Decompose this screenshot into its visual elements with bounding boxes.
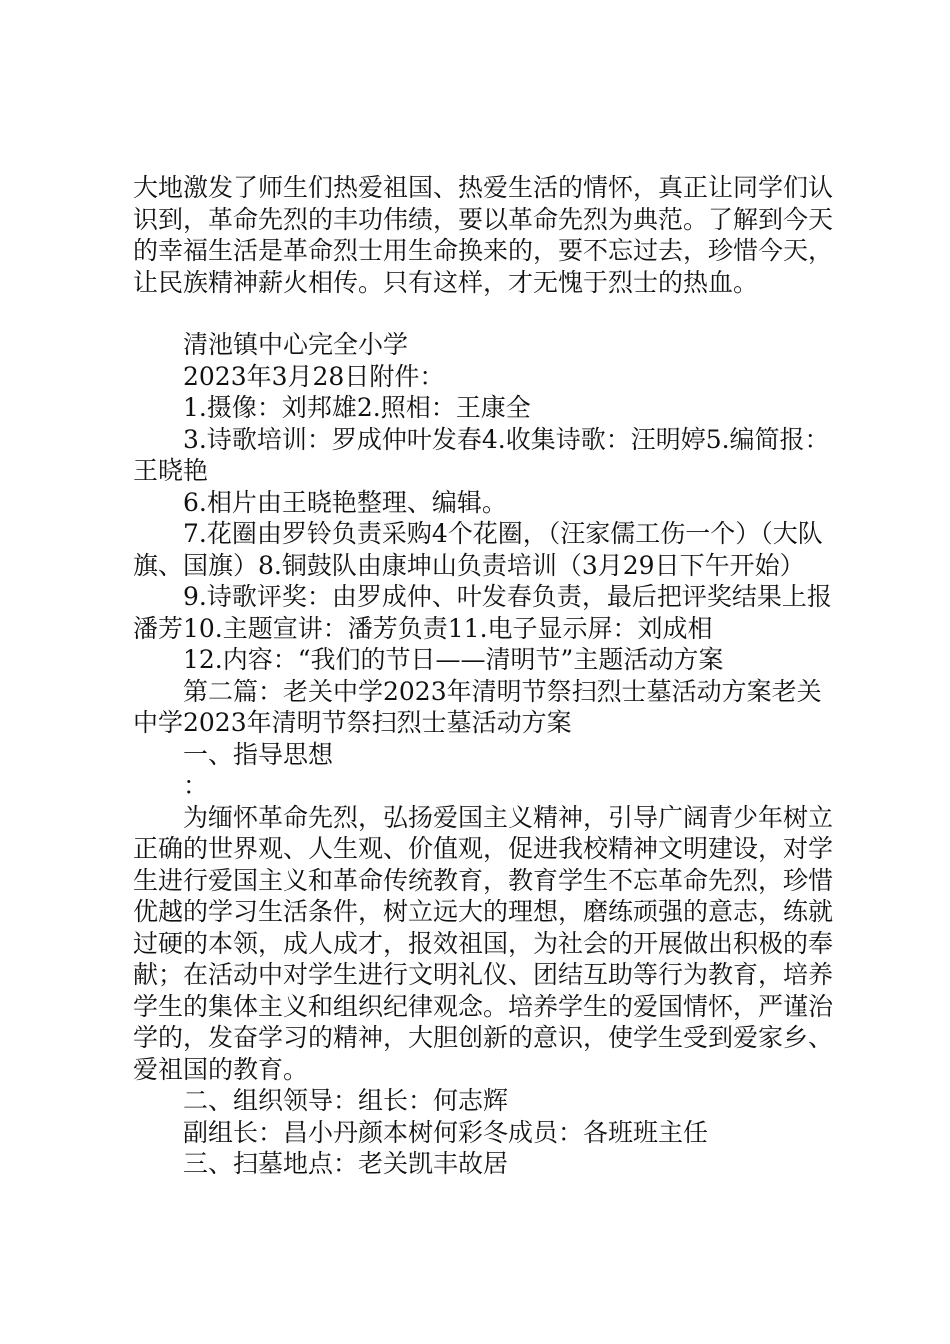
heading-organization-leader: 二、组织领导：组长：何志辉: [183, 1086, 509, 1115]
paragraph-item-7-8: 7.花圈由罗铃负责采购4个花圈，（汪家儒工伤一个）（大队旗、国旗）8.铜鼓队由康坤山负责培训（3月29日下午开始）: [133, 519, 823, 580]
paragraph-item-6: 6.相片由王晓艳整理、编辑。: [183, 487, 507, 517]
heading-tomb-location: 三、扫墓地点：老关凯丰故居: [183, 1149, 509, 1178]
paragraph-item-9-11: 9.诗歌评奖：由罗成仲、叶发春负责，最后把评奖结果上报潘芳10.主题宣讲：潘芳负责11.电子显示屏：刘成相: [133, 582, 832, 643]
heading-guiding-thought: 一、指导思想: [183, 739, 334, 769]
paragraph-colon: ：: [183, 771, 209, 800]
paragraph-item-1-2: 1.摄像：刘邦雄2.照相：王康全: [183, 393, 531, 422]
paragraph-closing-summary: 大地激发了师生们热爱祖国、热爱生活的情怀，真正让同学们认识到，革命先烈的丰功伟绩，要以革命先烈为典范。了解到今天的幸福生活是革命烈士用生命换来的，要不忘过去，珍惜今天，让民族精神薪火相传。只有这样，才无愧于烈士的热血。: [133, 173, 834, 297]
paragraph-item-12: 12.内容：“我们的节日——清明节”主题活动方案: [183, 645, 724, 674]
paragraph-guiding-thought-body: 为缅怀革命先烈，弘扬爱国主义精神，引导广阔青少年树立正确的世界观、人生观、价值观，促进我校精神文明建设，对学生进行爱国主义和革命传统教育，教育学生不忘革命先烈，珍惜优越的学习生活条件，树立远大的理想，磨练顽强的意志，练就过硬的本领，成人成才，报效祖国，为社会的开展做出积极的奉献；在活动中对学生进行文明礼仪、团结互助等行为教育，培养学生的集体主义和组织纪律观念。培养学生的爱国情怀，严谨治学的，发奋学习的精神，大胆创新的意识，使学生受到爱家乡、爱祖国的教育。: [133, 802, 834, 1084]
document-body: [133, 172, 833, 1180]
paragraph-item-3-5: 3.诗歌培训：罗成仲叶发春4.收集诗歌：汪明婷5.编简报：王晓艳: [133, 424, 830, 485]
paragraph-deputy-leaders: 副组长：昌小丹颜本树何彩冬成员：各班班主任: [183, 1117, 709, 1147]
paragraph-second-article-title: 第二篇：老关中学2023年清明节祭扫烈士墓活动方案老关中学2023年清明节祭扫烈士墓活动方案: [133, 676, 822, 737]
paragraph-date-attachment: 2023年3月28日附件：: [183, 361, 445, 391]
paragraph-school-name: 清池镇中心完全小学: [183, 330, 409, 359]
